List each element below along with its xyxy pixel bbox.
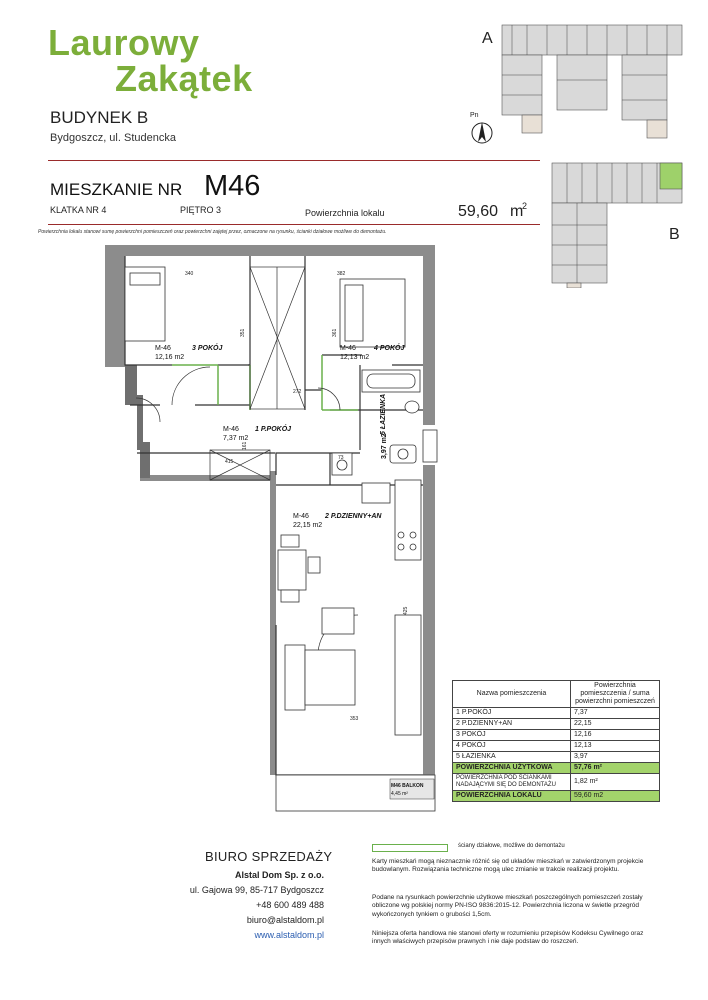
floor-number: PIĘTRO 3 — [180, 205, 222, 215]
room-3-id: M-46 — [155, 345, 171, 352]
legend-text: ściany działowe, możliwe do demontażu — [458, 843, 565, 849]
north-arrow-icon — [470, 120, 494, 146]
dim-382: 382 — [337, 271, 346, 277]
room-1-id: M-46 — [223, 426, 239, 433]
dim-161: 161 — [242, 441, 248, 450]
table-cell: 2 P.DZIENNY+AN — [453, 719, 571, 730]
sales-website-link[interactable]: www.alstaldom.pl — [254, 930, 324, 940]
total-area-value: 59,60 m2 — [571, 791, 660, 802]
table-cell: 1 P.POKÓJ — [453, 708, 571, 719]
table-row — [453, 708, 660, 719]
dim-415: 415 — [225, 459, 234, 465]
demountable-walls-label: POWIERZCHNIA POD ŚCIANKAMI NADAJĄCYMI SIĘ DO DEMONTAŻU — [453, 774, 571, 791]
room-1-area: 7,37 m2 — [223, 435, 249, 442]
dim-272: 272 — [293, 389, 302, 395]
demountable-walls — [172, 355, 358, 410]
room-area-table — [452, 680, 660, 802]
room-4-name: 4 POKÓJ — [374, 345, 405, 352]
site-plan-thumbnail — [497, 20, 687, 288]
usable-area-row — [453, 763, 660, 774]
room-4-id: M-46 — [340, 345, 356, 352]
apartment-number: M46 — [204, 170, 261, 202]
room-5-name: 5 ŁAZIENKA — [380, 393, 387, 435]
demountable-walls-row — [453, 774, 660, 791]
sales-company: Alstal Dom Sp. z o.o. — [234, 870, 324, 880]
room-3-name: 3 POKÓJ — [192, 345, 223, 352]
site-plan-highlight — [660, 163, 682, 189]
wardrobes — [210, 267, 305, 480]
bath-fixtures — [332, 370, 420, 475]
area-unit-superscript: 2 — [522, 201, 528, 211]
building-name: BUDYNEK B — [50, 108, 149, 127]
table-cell: 7,37 — [571, 708, 660, 719]
area-value: 59,60 — [458, 203, 499, 220]
table-cell: 22,15 — [571, 719, 660, 730]
north-label: Pn — [470, 112, 479, 119]
table-row — [453, 719, 660, 730]
table-cell: 3,97 — [571, 752, 660, 763]
area-label: Powierzchnia lokalu — [305, 208, 385, 218]
table-cell: 12,16 — [571, 730, 660, 741]
table-cell: 12,13 — [571, 741, 660, 752]
dim-425: 425 — [403, 606, 409, 615]
table-cell: 4 POKÓJ — [453, 741, 571, 752]
room-3-area: 12,16 m2 — [155, 354, 185, 361]
room-5-area: 3,97 m2 — [381, 433, 388, 459]
area-unit: m — [510, 203, 524, 220]
total-area-label: POWIERZCHNIA LOKALU — [453, 791, 571, 802]
table-cell: 3 POKÓJ — [453, 730, 571, 741]
sales-street: ul. Gajowa 99, 85-717 Bydgoszcz — [189, 885, 324, 895]
note-2: Podane na rysunkach powierzchnie użytkowe mieszkań poszczególnych pomieszczeń zostały obliczone wg polskiej normy PN-ISO 9836:2015-12. Powierzchnia liczona w świetle przegród wykończonych tynkiem o grubości 1,5cm. — [372, 894, 643, 918]
divider-top — [48, 160, 540, 161]
building-address: Bydgoszcz, ul. Studencka — [50, 132, 176, 144]
site-plan-label-a: A — [482, 30, 493, 47]
sofa — [285, 608, 355, 710]
sales-phone[interactable]: +48 600 489 488 — [256, 900, 324, 910]
table-row — [453, 741, 660, 752]
site-plan-label-b: B — [669, 226, 680, 243]
demountable-walls-value: 1,82 m² — [571, 774, 660, 791]
floor-plan — [100, 245, 450, 815]
balcony-name: M46 BALKON — [391, 783, 424, 789]
room-4-area: 12,13 m2 — [340, 354, 370, 361]
table-header-area: Powierzchnia pomieszczenia / suma powierzchni pomieszczeń — [571, 681, 660, 708]
usable-area-label: POWIERZCHNIA UŻYTKOWA — [453, 763, 571, 774]
sales-office-title: BIURO SPRZEDAŻY — [205, 849, 333, 864]
staircase-number: KLATKA NR 4 — [50, 205, 107, 215]
usable-area-value: 57,76 m² — [571, 763, 660, 774]
dim-73: 73 — [338, 455, 344, 461]
legend-swatch — [372, 844, 448, 852]
dim-351: 351 — [240, 328, 246, 337]
room-2-name: 2 P.DZIENNY+AN — [325, 513, 382, 520]
room-1-name: 1 P.POKÓJ — [255, 426, 292, 433]
room-2-id: M-46 — [293, 513, 309, 520]
note-1: Karty mieszkań mogą nieznacznie różnić się od układów mieszkań w zatwierdzonym projekcie budowlanym. Rozwiązania techniczne mogą ulec zmianie w trakcie realizacji projektu. — [372, 858, 644, 874]
room-2-area: 22,15 m2 — [293, 522, 323, 529]
sales-email[interactable]: biuro@alstaldom.pl — [246, 915, 324, 925]
dim-340: 340 — [185, 271, 194, 277]
divider-under-apartment — [48, 224, 540, 225]
dim-361: 361 — [332, 328, 338, 337]
balcony-area: 4,45 m² — [391, 791, 408, 797]
dim-353: 353 — [350, 716, 359, 722]
brand-logo-line1: Laurowy — [48, 22, 200, 63]
brand-logo-line2: Zakątek — [115, 58, 253, 99]
table-row — [453, 730, 660, 741]
table-cell: 5 ŁAZIENKA — [453, 752, 571, 763]
beds — [125, 267, 405, 347]
note-3: Niniejsza oferta handlowa nie stanowi oferty w rozumieniu przepisów Kodeksu Cywilnego oraz innych właściwych przepisów prawnych i nie daje podstaw do roszczeń. — [372, 930, 644, 946]
table-header-name: Nazwa pomieszczenia — [453, 681, 571, 708]
area-disclaimer: Powierzchnia lokalu stanowi sumę powierzchni pomieszczeń oraz powierzchni zajętej przez, oznaczone na rysunku, ścianki działowe możliwe do demontażu. — [38, 229, 387, 235]
total-area-row — [453, 791, 660, 802]
table-row — [453, 752, 660, 763]
apartment-label: MIESZKANIE NR — [50, 180, 183, 199]
dining-table — [278, 535, 320, 602]
